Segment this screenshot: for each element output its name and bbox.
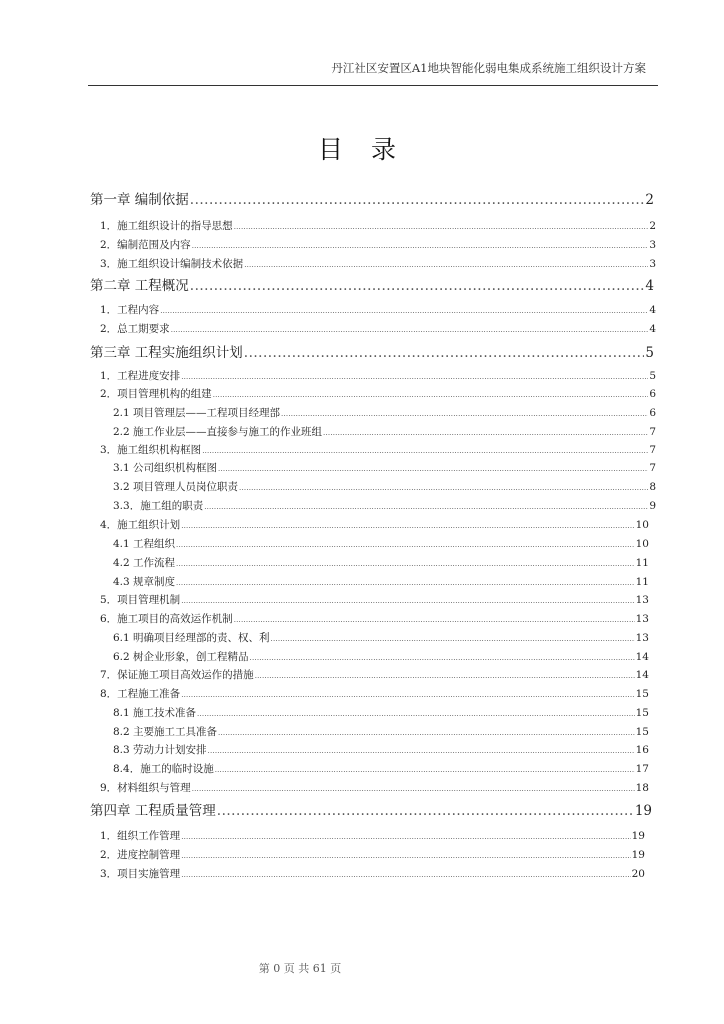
toc-page-number: 19 [634,803,652,819]
toc-page-number: 19 [631,830,645,842]
toc-entry-label: 4.3 规章制度 [113,576,176,588]
toc-page-number: 20 [631,868,645,880]
toc-dot-leader [208,747,635,755]
toc-section-entry[interactable] [100,368,656,383]
toc-section-entry[interactable] [100,386,656,401]
toc-section-entry[interactable] [100,780,649,795]
toc-subsection-entry[interactable] [113,574,649,589]
toc-dot-leader [181,871,630,879]
toc-page-number: 7 [649,444,656,456]
toc-dot-leader [181,373,648,381]
toc-dot-leader [217,803,634,819]
toc-page-number: 5 [649,370,656,382]
toc-entry-label: 8.1 施工技术准备 [113,707,197,719]
toc-entry-label: 1．工程内容 [100,304,160,316]
toc-subsection-entry[interactable] [113,424,656,439]
toc-entry-label: 第三章 工程实施组织计划 [90,345,243,361]
toc-subsection-entry[interactable] [113,479,656,494]
toc-entry-label: 4.1 工程组织 [113,538,176,550]
toc-chapter-entry[interactable] [90,274,654,294]
toc-entry-label: 1．工程进度安排 [100,370,181,382]
toc-dot-leader [234,223,649,231]
toc-page-number: 15 [635,707,649,719]
toc-page-number: 2 [649,220,656,232]
toc-entry-label: 第一章 编制依据 [90,192,189,208]
toc-dot-leader [239,484,648,492]
toc-subsection-entry[interactable] [113,555,649,570]
toc-entry-label: 3．项目实施管理 [100,868,181,880]
toc-dot-leader [176,560,635,568]
toc-dot-leader [244,345,645,361]
toc-section-entry[interactable] [100,302,656,317]
toc-section-entry[interactable] [100,517,649,532]
toc-page-number: 14 [635,651,649,663]
toc-dot-leader [160,307,648,315]
toc-section-entry[interactable] [100,847,645,862]
toc-entry-label: 2．总工期要求 [100,323,170,335]
toc-entry-label: 1．组织工作管理 [100,830,181,842]
toc-subsection-entry[interactable] [113,761,649,776]
toc-page-number: 10 [635,538,649,550]
toc-entry-label: 2．进度控制管理 [100,849,181,861]
toc-dot-leader [190,278,645,294]
toc-subsection-entry[interactable] [113,649,649,664]
toc-entry-label: 第二章 工程概况 [90,278,189,294]
toc-page-number: 4 [649,323,656,335]
toc-entry-label: 7．保证施工项目高效运作的措施 [100,669,254,681]
toc-page-number: 19 [631,849,645,861]
toc-chapter-entry[interactable] [90,188,654,208]
toc-dot-leader [192,242,649,250]
toc-dot-leader [190,192,645,208]
toc-dot-leader [181,522,634,530]
toc-entry-label: 6.2 树企业形象，创工程精品 [113,651,249,663]
toc-chapter-entry[interactable] [90,799,652,819]
toc-dot-leader [215,766,635,774]
toc-entry-label: 2．编制范围及内容 [100,239,191,251]
toc-dot-leader [213,391,649,399]
toc-entry-label: 2.2 施工作业层——直接参与施工的作业班组 [113,426,323,438]
toc-section-entry[interactable] [100,686,649,701]
toc-page-number: 17 [635,763,649,775]
toc-entry-label: 3．施工组织设计编制技术依据 [100,258,244,270]
toc-page-number: 13 [635,632,649,644]
toc-section-entry[interactable] [100,321,656,336]
toc-page-number: 9 [649,500,656,512]
toc-section-entry[interactable] [100,237,656,252]
toc-dot-leader [181,852,630,860]
toc-dot-leader [197,710,635,718]
toc-entry-label: 3．施工组织机构框图 [100,444,202,456]
toc-page-number: 13 [635,594,649,606]
toc-section-entry[interactable] [100,592,649,607]
toc-subsection-entry[interactable] [113,705,649,720]
toc-dot-leader [204,503,648,511]
toc-dot-leader [176,579,635,587]
toc-page-number: 6 [649,388,656,400]
toc-page-number: 4 [649,304,656,316]
toc-dot-leader [202,447,648,455]
toc-page-number: 18 [635,782,649,794]
toc-dot-leader [244,261,648,269]
toc-entry-label: 3.3．施工组的职责 [113,500,204,512]
toc-entry-label: 8.2 主要施工工具准备 [113,726,218,738]
toc-dot-leader [181,833,630,841]
toc-dot-leader [176,541,635,549]
toc-page-number: 7 [649,462,656,474]
toc-subsection-entry[interactable] [113,630,649,645]
toc-entry-label: 6.1 明确项目经理部的责、权、利 [113,632,270,644]
toc-page-number: 7 [649,426,656,438]
toc-entry-label: 6．施工项目的高效运作机制 [100,613,233,625]
toc-entry-label: 8.3 劳动力计划安排 [113,744,207,756]
toc-dot-leader [255,672,635,680]
toc-dot-leader [250,654,635,662]
toc-subsection-entry[interactable] [113,460,656,475]
toc-page-number: 11 [635,557,649,569]
toc-page-number: 4 [645,278,654,294]
toc-entry-label: 5．项目管理机制 [100,594,181,606]
toc-entry-label: 3.1 公司组织机构框图 [113,462,218,474]
toc-entry-label: 2.1 项目管理层——工程项目经理部 [113,407,281,419]
toc-page-number: 5 [645,345,654,361]
toc-section-entry[interactable] [100,256,656,271]
toc-dot-leader [181,691,634,699]
toc-page-number: 14 [635,669,649,681]
toc-page-number: 10 [635,519,649,531]
toc-section-entry[interactable] [100,218,656,233]
toc-dot-leader [171,326,649,334]
toc-page-number: 2 [645,192,654,208]
toc-section-entry[interactable] [100,611,649,626]
toc-dot-leader [218,729,635,737]
toc-dot-leader [234,616,635,624]
toc-entry-label: 2．项目管理机构的组建 [100,388,212,400]
toc-section-entry[interactable] [100,828,645,843]
toc-section-entry[interactable] [100,667,649,682]
toc-entry-label: 3.2 项目管理人员岗位职责 [113,481,239,493]
toc-subsection-entry[interactable] [113,405,656,420]
toc-chapter-entry[interactable] [90,341,654,361]
toc-dot-leader [192,785,635,793]
toc-page-number: 15 [635,726,649,738]
toc-page-number: 3 [649,239,656,251]
toc-dot-leader [181,597,634,605]
toc-entry-label: 1．施工组织设计的指导思想 [100,220,233,232]
page-footer: 第 0 页 共 61 页 [258,962,342,975]
toc-subsection-entry[interactable] [113,724,649,739]
toc-dot-leader [281,410,648,418]
toc-entry-label: 8．工程施工准备 [100,688,181,700]
toc-section-entry[interactable] [100,442,656,457]
toc-page-number: 3 [649,258,656,270]
toc-subsection-entry[interactable] [113,742,649,757]
toc-entry-label: 9．材料组织与管理 [100,782,191,794]
toc-dot-leader [271,635,635,643]
toc-dot-leader [323,429,648,437]
toc-page-number: 6 [649,407,656,419]
toc-page-number: 11 [635,576,649,588]
toc-entry-label: 4．施工组织计划 [100,519,181,531]
toc-subsection-entry[interactable] [113,536,649,551]
toc-dot-leader [218,465,648,473]
toc-page-number: 16 [635,744,649,756]
toc-entry-label: 4.2 工作流程 [113,557,176,569]
toc-entry-label: 第四章 工程质量管理 [90,803,216,819]
running-header: 丹江社区安置区A1地块智能化弱电集成系统施工组织设计方案 [331,61,646,75]
toc-page-number: 13 [635,613,649,625]
toc-title: 目 录 [318,135,406,164]
toc-page-number: 8 [649,481,656,493]
toc-entry-label: 8.4．施工的临时设施 [113,763,214,775]
toc-subsection-entry[interactable] [113,498,656,513]
toc-page-number: 15 [635,688,649,700]
toc-section-entry[interactable] [100,866,645,881]
